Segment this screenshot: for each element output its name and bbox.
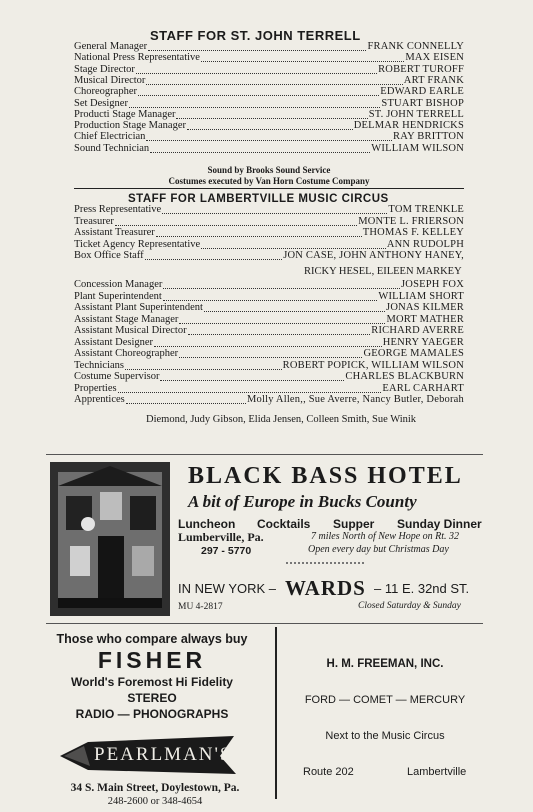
staff-role: Set Designer (74, 97, 128, 109)
pearlmans-phones: 248-2600 or 348-4654 (107, 796, 203, 807)
hotel-phone: 297 - 5770 (201, 545, 252, 557)
lambertville-staff-row (74, 227, 464, 239)
staff-role: Assistant Choreographer (74, 348, 179, 359)
staff-role: Properties (74, 382, 117, 394)
staff-name: CHARLES BLACKBURN (345, 371, 464, 382)
terrell-staff-row (74, 64, 464, 76)
dot-leader (115, 224, 357, 226)
staff-role: Stage Director (74, 63, 135, 75)
ny-closed-days: Closed Saturday & Sunday (358, 601, 461, 611)
staff-name: DELMAR HENDRICKS (353, 120, 464, 132)
decorative-rule (286, 562, 364, 564)
dot-leader (148, 49, 366, 51)
staff-name: ROBERT POPICK, WILLIAM WILSON (282, 359, 464, 371)
dot-leader (156, 235, 362, 237)
hotel-name: BLACK BASS HOTEL (188, 463, 463, 489)
staff-role: Treasurer (74, 215, 114, 227)
terrell-staff-row (74, 86, 464, 98)
staff-name: ROBERT TUROFF (378, 63, 464, 75)
staff-role: Box Office Staff (74, 250, 144, 261)
dot-leader (163, 299, 378, 301)
terrell-staff-row (74, 120, 464, 132)
sound-credit: Sound by Brooks Sound Service (207, 165, 331, 175)
dot-leader (188, 333, 371, 335)
hotel-sunday-dinner: Sunday Dinner (397, 517, 482, 531)
dot-leader (146, 139, 392, 141)
terrell-staff-row (74, 41, 464, 53)
staff-name: THOMAS F. KELLEY (362, 227, 464, 238)
staff-name: RAY BRITTON (393, 131, 464, 143)
staff-role: Assistant Treasurer (74, 227, 155, 238)
lambertville-staff-row (74, 239, 464, 251)
terrell-staff-row (74, 98, 464, 110)
lambertville-staff-row (74, 394, 464, 406)
bottom-ads-vertical-divider (275, 627, 277, 799)
lambertville-staff-row (74, 314, 464, 326)
staff-name: ANN RUDOLPH (386, 238, 464, 250)
lambertville-staff-row (74, 325, 464, 337)
hotel-supper: Supper (333, 517, 375, 531)
dot-leader (201, 60, 404, 62)
pearlmans-address: 34 S. Main Street, Doylestown, Pa. (70, 782, 240, 794)
staff-role: Costume Supervisor (74, 371, 160, 382)
ny-phone: MU 4-2817 (178, 602, 223, 612)
lambertville-staff-row (74, 250, 464, 262)
freeman-location: Next to the Music Circus (325, 730, 445, 742)
dot-leader (163, 287, 400, 289)
dot-leader (176, 117, 367, 119)
terrell-staff-row (74, 131, 464, 143)
fisher-tagline: Those who compare always buy (56, 632, 248, 646)
dot-leader (118, 391, 382, 393)
lambertville-staff-row (74, 371, 464, 383)
freeman-name: H. M. FREEMAN, INC. (326, 658, 444, 670)
dot-leader (160, 379, 344, 381)
lambertville-staff-row (74, 360, 464, 372)
staff-name: MONTE L. FRIERSON (358, 215, 464, 227)
staff-name: ART FRANK (403, 74, 464, 86)
dot-leader (125, 368, 282, 370)
box-office-continued: RICKY HESEL, EILEEN MARKEY (304, 266, 462, 277)
staff-name: WILLIAM WILSON (371, 142, 464, 154)
staff-role: Plant Superintendent (74, 290, 162, 302)
dot-leader (201, 247, 386, 249)
staff-name: RICHARD AVERRE (371, 325, 464, 336)
staff-name: MAX EISEN (405, 52, 464, 64)
staff-name: JONAS KILMER (386, 302, 464, 313)
staff-role: Concession Manager (74, 279, 163, 290)
dot-leader (126, 402, 246, 404)
dot-leader (129, 106, 380, 108)
dot-leader (204, 310, 385, 312)
hotel-photo (50, 462, 170, 616)
staff-name: STUART BISHOP (381, 97, 464, 109)
lambertville-staff-row (74, 216, 464, 228)
staff-role: Assistant Musical Director (74, 325, 187, 336)
freeman-town: Lambertville (407, 766, 467, 778)
dot-leader (145, 258, 283, 260)
staff-name: JON CASE, JOHN ANTHONY HANEY, (283, 250, 464, 261)
wards-name: WARDS (285, 576, 366, 600)
dot-leader (138, 94, 379, 96)
hotel-location: 7 miles North of New Hope on Rt. 32 (311, 531, 460, 542)
bottom-ads-top-border (46, 623, 483, 624)
staff-name: ST. JOHN TERRELL (368, 108, 464, 120)
hotel-cocktails: Cocktails (257, 517, 311, 531)
staff-role: Choreographer (74, 86, 137, 98)
ny-prefix: IN NEW YORK – (178, 581, 277, 596)
staff-role: National Press Representative (74, 52, 200, 64)
costume-credit: Costumes executed by Van Horn Costume Company (168, 176, 370, 186)
staff-role: Musical Director (74, 74, 146, 86)
fisher-stereo: STEREO (127, 691, 177, 705)
fisher-radio: RADIO — PHONOGRAPHS (75, 707, 229, 721)
lambertville-staff-row (74, 279, 464, 291)
pearlmans-logo (60, 734, 242, 780)
pearlmans-name: PEARLMAN'S (94, 744, 233, 765)
terrell-staff-row (74, 52, 464, 64)
section-divider (74, 188, 464, 189)
staff-name: TOM TRENKLE (388, 204, 464, 215)
terrell-staff-row (74, 143, 464, 155)
dot-leader (136, 72, 377, 74)
fisher-brand: FISHER (97, 647, 207, 673)
hotel-town: Lumberville, Pa. (178, 530, 264, 544)
fisher-hifi: World's Foremost Hi Fidelity (71, 675, 233, 689)
terrell-staff-title: STAFF FOR ST. JOHN TERRELL (150, 28, 361, 43)
lambertville-staff-row (74, 348, 464, 360)
staff-name: FRANK CONNELLY (367, 41, 464, 52)
staff-role: Chief Electrician (74, 131, 146, 143)
staff-role: Producti Stage Manager (74, 108, 176, 120)
terrell-staff-row (74, 75, 464, 87)
staff-role: Assistant Plant Superintendent (74, 302, 203, 313)
apprentices-continued: Diemond, Judy Gibson, Elida Jensen, Colleen Smith, Sue Winik (146, 414, 417, 425)
hotel-open-days: Open every day but Christmas Day (308, 544, 449, 555)
hotel-tagline: A bit of Europe in Bucks County (188, 492, 417, 511)
staff-role: General Manager (74, 41, 148, 52)
lambertville-staff-title: STAFF FOR LAMBERTVILLE MUSIC CIRCUS (128, 193, 389, 205)
dot-leader (162, 212, 387, 214)
dot-leader (146, 83, 402, 85)
hotel-luncheon: Luncheon (178, 517, 236, 531)
lambertville-staff-row (74, 302, 464, 314)
staff-role: Press Representative (74, 204, 162, 215)
terrell-staff-row (74, 109, 464, 121)
lambertville-staff-row (74, 337, 464, 349)
staff-name: MORT MATHER (386, 313, 464, 325)
dot-leader (150, 151, 370, 153)
staff-role: Technicians (74, 359, 124, 371)
staff-name: WILLIAM SHORT (378, 290, 464, 302)
freeman-route: Route 202 (303, 766, 354, 778)
dot-leader (179, 322, 385, 324)
freeman-makes: FORD — COMET — MERCURY (304, 694, 466, 706)
lambertville-staff-row (74, 291, 464, 303)
staff-role: Assistant Designer (74, 336, 154, 348)
staff-role: Ticket Agency Representative (74, 238, 201, 250)
staff-role: Production Stage Manager (74, 120, 186, 132)
staff-name: Molly Allen,, Sue Averre, Nancy Butler, Deborah (247, 394, 464, 405)
ad-top-border (46, 454, 483, 455)
staff-name: HENRY YAEGER (382, 336, 464, 348)
lambertville-staff-row (74, 204, 464, 216)
staff-role: Assistant Stage Manager (74, 313, 179, 325)
ny-address: – 11 E. 32nd ST. (374, 581, 470, 596)
dot-leader (154, 345, 382, 347)
staff-name: EARL CARHART (382, 382, 464, 394)
staff-name: EDWARD EARLE (380, 86, 464, 98)
staff-name: JOSEPH FOX (401, 279, 464, 290)
dot-leader (187, 128, 353, 130)
dot-leader (179, 356, 362, 358)
staff-role: Apprentices (74, 394, 125, 405)
staff-name: GEORGE MAMALES (363, 348, 464, 359)
staff-role: Sound Technician (74, 142, 150, 154)
lambertville-staff-row (74, 383, 464, 395)
